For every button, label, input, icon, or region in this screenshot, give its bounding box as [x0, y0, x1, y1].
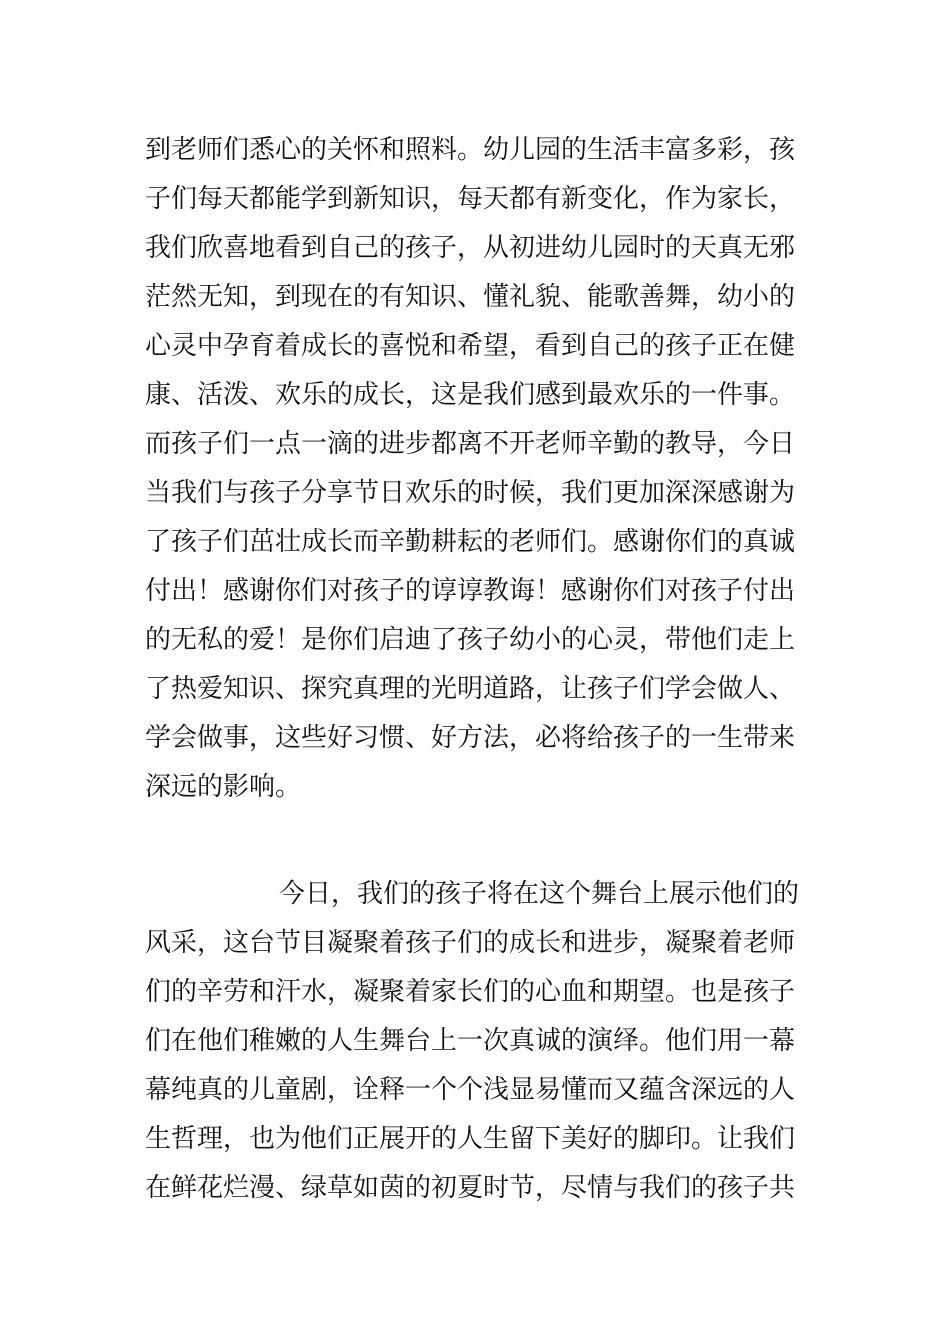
text-line: 当我们与孩子分享节日欢乐的时候，我们更加深深感谢为 — [145, 478, 796, 508]
text-line: 了热爱知识、探究真理的光明道路，让孩子们学会做人、 — [145, 674, 796, 704]
text-line: 风采，这台节目凝聚着孩子们的成长和进步，凝聚着老师 — [145, 928, 796, 958]
text-line: 学会做事，这些好习惯、好方法，必将给孩子的一生带来 — [145, 723, 796, 753]
text-line: 子们每天都能学到新知识，每天都有新变化，作为家长， — [145, 184, 796, 214]
text-line-indented: 今日，我们的孩子将在这个舞台上展示他们的 — [279, 879, 800, 909]
text-line: 生哲理，也为他们正展开的人生留下美好的脚印。让我们 — [145, 1124, 796, 1154]
text-line: 们在他们稚嫩的人生舞台上一次真诚的演绎。他们用一幕 — [145, 1026, 796, 1056]
text-line: 康、活泼、欢乐的成长，这是我们感到最欢乐的一件事。 — [145, 380, 796, 410]
text-line: 我们欣喜地看到自己的孩子，从初进幼儿园时的天真无邪 — [145, 233, 796, 263]
paragraph-1 — [145, 126, 825, 812]
text-line: 们的辛劳和汗水，凝聚着家长们的心血和期望。也是孩子 — [145, 977, 796, 1007]
text-line: 到老师们悉心的关怀和照料。幼儿园的生活丰富多彩，孩 — [145, 135, 796, 165]
text-line: 付出！感谢你们对孩子的谆谆教诲！感谢你们对孩子付出 — [145, 576, 796, 606]
text-line: 心灵中孕育着成长的喜悦和希望，看到自己的孩子正在健 — [145, 331, 796, 361]
text-line: 深远的影响。 — [145, 772, 302, 802]
paragraph-2 — [145, 870, 825, 1213]
text-line: 幕纯真的儿童剧，诠释一个个浅显易懂而又蕴含深远的人 — [145, 1075, 796, 1105]
text-line: 了孩子们茁壮成长而辛勤耕耘的老师们。感谢你们的真诚 — [145, 527, 796, 557]
text-line: 在鲜花烂漫、绿草如茵的初夏时节，尽情与我们的孩子共 — [145, 1173, 796, 1203]
text-line: 的无私的爱！是你们启迪了孩子幼小的心灵，带他们走上 — [145, 625, 796, 655]
text-line: 茫然无知，到现在的有知识、懂礼貌、能歌善舞，幼小的 — [145, 282, 796, 312]
text-line: 而孩子们一点一滴的进步都离不开老师辛勤的教导，今日 — [145, 429, 796, 459]
